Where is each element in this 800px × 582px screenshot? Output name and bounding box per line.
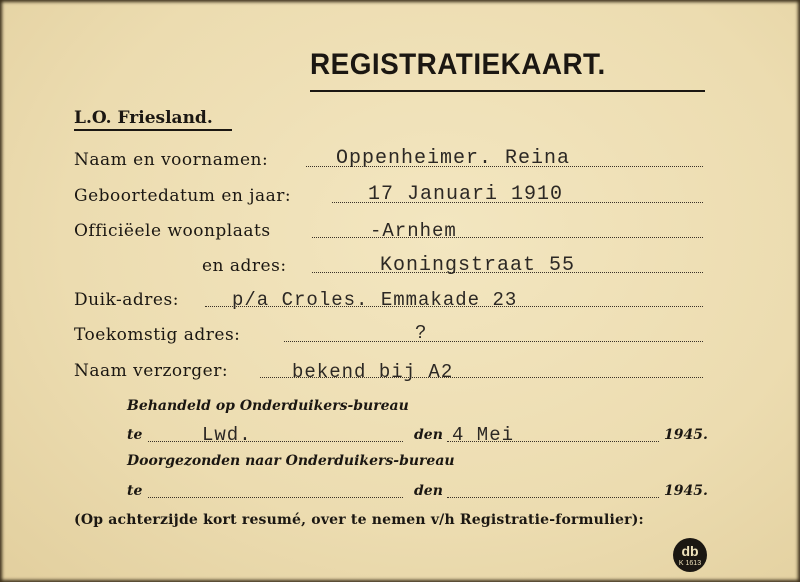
field-value-address: Koningstraat 55: [380, 254, 576, 277]
treated-te-label: te: [127, 427, 143, 443]
field-label-caretaker: Naam verzorger:: [74, 361, 229, 381]
field-label-birthdate: Geboortedatum en jaar:: [74, 186, 292, 206]
forwarded-den-line: [447, 497, 659, 498]
treated-te-line: [148, 441, 403, 442]
field-value-birthdate: 17 Januari 1910: [368, 183, 564, 206]
forwarded-year: 1945.: [664, 483, 708, 499]
field-value-name: Oppenheimer. Reina: [336, 147, 571, 170]
treated-den-value: 4 Mei: [452, 424, 515, 446]
field-label-name: Naam en voornamen:: [74, 150, 269, 170]
treated-te-value: Lwd.: [202, 424, 252, 446]
forwarded-den-label: den: [414, 483, 443, 499]
forwarded-te-label: te: [127, 483, 143, 499]
field-label-address: en adres:: [202, 256, 287, 276]
treated-den-label: den: [414, 427, 443, 443]
field-value-hiding-address: p/a Croles. Emmakade 23: [232, 289, 518, 311]
field-value-future-address: ?: [415, 322, 428, 344]
title-underline: [310, 90, 705, 92]
printer-code: K 1613: [678, 560, 702, 567]
treated-year: 1945.: [664, 427, 708, 443]
forwarded-te-line: [148, 497, 403, 498]
field-label-residence: Officiëele woonplaats: [74, 221, 271, 241]
field-value-residence: -Arnhem: [370, 220, 457, 242]
field-line-future-address: [284, 341, 703, 342]
field-label-future-address: Toekomstig adres:: [74, 325, 241, 345]
forwarded-heading: Doorgezonden naar Onderduikers-bureau: [127, 453, 455, 469]
region-underline: [74, 129, 232, 131]
card-title: REGISTRATIEKAART.: [310, 48, 606, 81]
field-label-hiding-address: Duik-adres:: [74, 290, 179, 310]
treated-heading: Behandeld op Onderduikers-bureau: [127, 398, 409, 414]
field-value-caretaker: bekend bij A2: [292, 361, 454, 383]
region-label: L.O. Friesland.: [74, 108, 213, 128]
footnote: (Op achterzijde kort resumé, over te nemen v/h Registratie-formulier):: [74, 512, 644, 528]
printer-mark-icon: [673, 538, 707, 572]
printer-mark: db: [681, 543, 699, 559]
